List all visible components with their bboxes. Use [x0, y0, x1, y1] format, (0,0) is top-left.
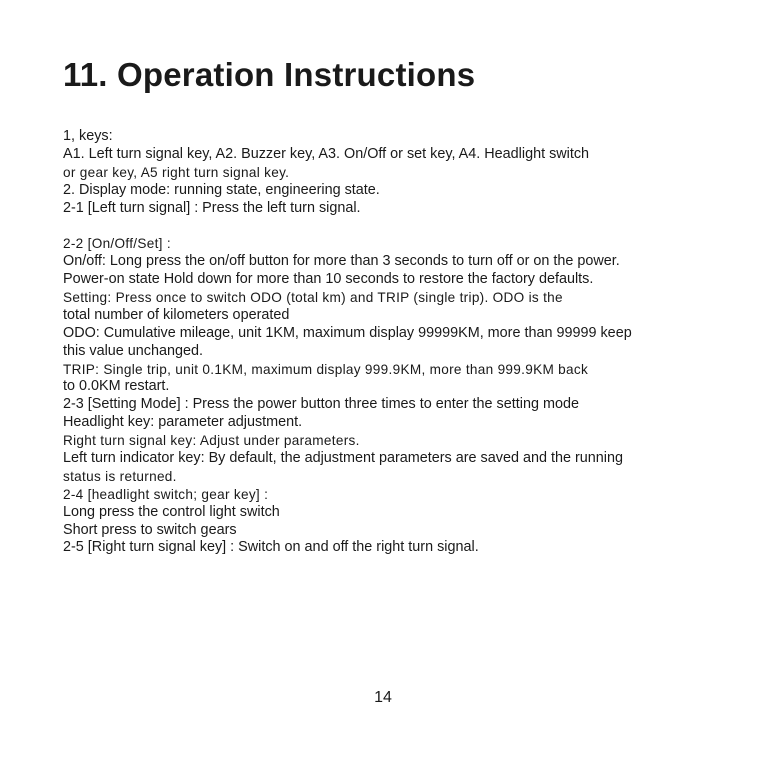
instructions-body — [63, 128, 753, 557]
text-line: 2-4 [headlight switch; gear key] : — [63, 486, 269, 502]
text-line: ODO: Cumulative mileage, unit 1KM, maximum display 99999KM, more than 99999 keep — [63, 324, 632, 341]
text-line: Long press the control light switch — [63, 503, 280, 520]
text-line: On/off: Long press the on/off button for more than 3 seconds to turn off or on the power. — [63, 253, 620, 270]
page-title: 11. Operation Instructions — [63, 56, 476, 93]
text-line: 1, keys: — [63, 128, 113, 144]
text-line: Right turn signal key: Adjust under parameters. — [63, 433, 360, 449]
text-line: Short press to switch gears — [63, 521, 237, 538]
text-line: to 0.0KM restart. — [63, 378, 170, 395]
blank-line — [63, 217, 753, 235]
text-line: A1. Left turn signal key, A2. Buzzer key, A3. On/Off or set key, A4. Headlight switch — [63, 145, 590, 162]
page-number: 14 — [374, 689, 392, 706]
text-line: Setting: Press once to switch ODO (total km) and TRIP (single trip). ODO is the — [63, 290, 563, 306]
text-line: 2-3 [Setting Mode] : Press the power button three times to enter the setting mode — [63, 396, 579, 413]
text-line: 2-5 [Right turn signal key] : Switch on and off the right turn signal. — [63, 539, 479, 556]
text-line: Headlight key: parameter adjustment. — [63, 414, 303, 431]
text-line: 2. Display mode: running state, engineering state. — [63, 181, 380, 198]
text-line: or gear key, A5 right turn signal key. — [63, 164, 290, 180]
text-line: Left turn indicator key: By default, the adjustment parameters are saved and the running — [63, 450, 623, 467]
text-line: Power-on state Hold down for more than 10 seconds to restore the factory defaults. — [63, 271, 594, 288]
text-line: this value unchanged. — [63, 342, 204, 359]
text-line: 2-2 [On/Off/Set] : — [63, 236, 171, 252]
text-line: 2-1 [Left turn signal] : Press the left turn signal. — [63, 199, 361, 216]
text-line: total number of kilometers operated — [63, 306, 290, 323]
text-line: status is returned. — [63, 468, 177, 484]
text-line: TRIP: Single trip, unit 0.1KM, maximum display 999.9KM, more than 999.9KM back — [63, 361, 589, 377]
